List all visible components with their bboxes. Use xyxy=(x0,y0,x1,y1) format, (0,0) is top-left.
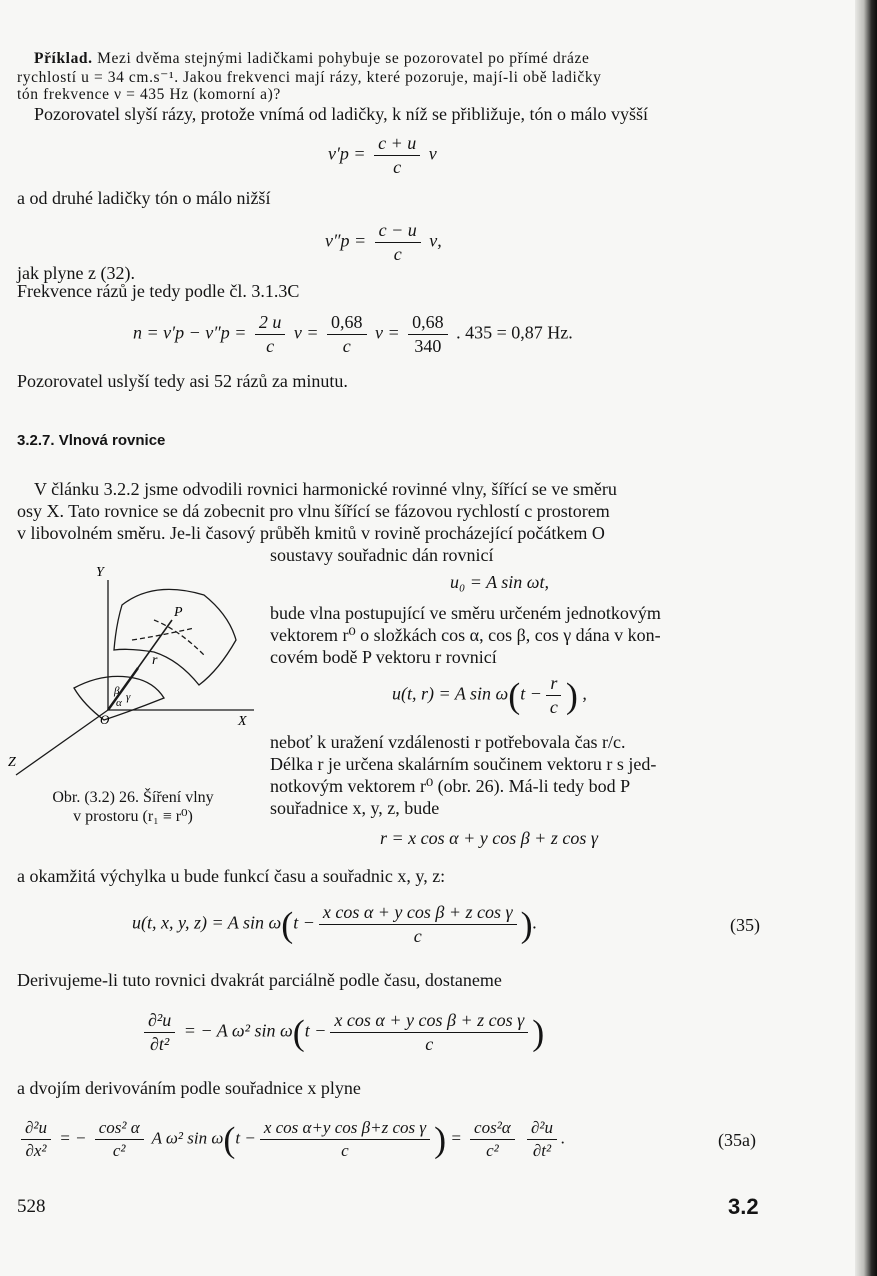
equation-nu-prime xyxy=(328,133,437,178)
eqt-den: ∂t² xyxy=(150,1034,170,1054)
eq3-f2-num: 0,68 xyxy=(327,312,367,335)
eq-utr-lhs: u(t, r) = A sin ω xyxy=(392,683,509,704)
eqt-t: t − xyxy=(304,1020,327,1041)
eqt-fraction xyxy=(330,1010,528,1055)
eq3-f3-den: 340 xyxy=(414,336,442,356)
eq1-den: c xyxy=(393,157,402,177)
para1-line-1: V článku 3.2.2 jsme odvodili rovnici harmonické rovinné vlny, šířící se ve směru xyxy=(34,479,617,499)
eqx-r1-fraction xyxy=(470,1118,515,1161)
eqt-left-paren: ( xyxy=(292,1012,305,1053)
answer-line-2: a od druhé ladičky tón o málo nižší xyxy=(17,188,271,208)
eqx-fraction xyxy=(260,1118,430,1161)
eqt-num: ∂²u xyxy=(144,1010,175,1033)
caption-line-1: Obr. (3.2) 26. Šíření vlny xyxy=(52,789,214,806)
eq35-lhs: u(t, x, y, z) = A sin ω xyxy=(132,912,282,933)
example-text-1: Mezi dvěma stejnými ladičkami pohybuje se pozorovatel po přímé dráze xyxy=(97,50,590,67)
label-p: P xyxy=(174,605,183,620)
equation-number-35: (35) xyxy=(730,915,760,935)
eq1-rhs: ν xyxy=(428,143,437,164)
para1-line-2: osy X. Tato rovnice se dá zobecnit pro vlnu šířící se fázovou rychlostí c prostorem xyxy=(17,501,610,521)
wave-propagation-figure xyxy=(4,560,266,785)
eqx-den: ∂x² xyxy=(25,1141,47,1160)
eqx-eq: = − xyxy=(59,1128,87,1148)
right-paren: ) xyxy=(565,675,578,716)
eq1-fraction xyxy=(374,133,420,178)
eqx-num: ∂²u xyxy=(21,1118,51,1140)
para1-line-3: v libovolném směru. Je-li časový průběh kmitů v rovině procházející počátkem O xyxy=(17,523,605,543)
eqx-mid: A ω² sin ω xyxy=(151,1128,224,1148)
left-paren: ( xyxy=(508,675,521,716)
equation-u-t-r xyxy=(392,673,587,718)
equation-35a xyxy=(17,1118,565,1161)
answer-line-4: Frekvence rázů je tedy podle čl. 3.1.3C xyxy=(17,281,300,301)
equation-nu-double-prime xyxy=(325,220,442,265)
eq35-t: t − xyxy=(293,912,315,933)
answer-line-1: Pozorovatel slyší rázy, protože vnímá od ladičky, k níž se přibližuje, tón o málo vyšší xyxy=(34,104,649,124)
eq35-right-paren: ) xyxy=(520,904,533,945)
eq3-fraction-1 xyxy=(255,312,286,357)
eq-utr-end: , xyxy=(582,683,587,704)
eq2-den: c xyxy=(393,244,402,264)
eq35-end: . xyxy=(532,912,538,933)
equation-35 xyxy=(132,902,537,947)
book-spine-shadow xyxy=(855,0,877,1276)
eq3-f1-num: 2 u xyxy=(255,312,286,335)
label-r: r xyxy=(152,653,158,668)
eqt-fnum: x cos α + y cos β + z cos γ xyxy=(330,1010,528,1033)
eq35-fraction xyxy=(319,902,517,947)
para1-line-4: soustavy souřadnic dán rovnicí xyxy=(270,545,494,565)
eq2-fraction xyxy=(375,220,421,265)
para5: Derivujeme-li tuto rovnici dvakrát parciálně podle času, dostaneme xyxy=(17,970,502,990)
eqx-right-paren: ) xyxy=(434,1119,447,1160)
eq3-fraction-2 xyxy=(327,312,367,357)
eq2-rhs: ν, xyxy=(429,230,442,251)
para2-line-2: vektorem r⁰ o složkách cos α, cos β, cos γ dána v kon- xyxy=(270,625,661,645)
eq-utr-fraction xyxy=(546,673,562,718)
figure-caption xyxy=(18,788,248,826)
wavefront-surface-p xyxy=(114,589,236,685)
eq3-fraction-3 xyxy=(408,312,448,357)
page-number: 528 xyxy=(17,1196,46,1217)
eqx-r1-num: cos²α xyxy=(470,1118,515,1140)
section-heading: 3.2.7. Vlnová rovnice xyxy=(17,432,166,449)
label-z: Z xyxy=(8,755,16,770)
eq2-num: c − u xyxy=(375,220,421,243)
eq-utr-num: r xyxy=(546,673,561,696)
para3-line-1: neboť k uražení vzdálenosti r potřebovala čas r/c. xyxy=(270,732,626,752)
eqx-cos-fraction xyxy=(95,1118,144,1161)
chapter-number: 3.2 xyxy=(728,1194,759,1219)
eq35-num: x cos α + y cos β + z cos γ xyxy=(319,902,517,925)
eq1-lhs: ν′p = xyxy=(328,143,366,164)
dashed-line-1 xyxy=(154,620,204,655)
eq3-f2-den: c xyxy=(342,336,351,356)
answer-line-3: jak plyne z (32). xyxy=(17,263,135,283)
eqx-fnum: x cos α+y cos β+z cos γ xyxy=(260,1118,430,1140)
eqx-end: . xyxy=(560,1128,566,1148)
eqx-r2-num: ∂²u xyxy=(527,1118,557,1140)
eq35-den: c xyxy=(413,926,422,946)
equation-r: r = x cos α + y cos β + z cos γ xyxy=(380,828,598,848)
eqx-r1-den: c² xyxy=(486,1141,499,1160)
eq3-lhs: n = ν′p − ν″p = xyxy=(133,322,247,343)
para3-line-2: Délka r je určena skalárním součinem vektoru r s jed- xyxy=(270,754,657,774)
example-line-3: tón frekvence ν = 435 Hz (komorní a)? xyxy=(17,86,281,103)
caption-line-2: v prostoru (r₁ ≡ r⁰) xyxy=(73,808,193,825)
example-label: Příklad. xyxy=(34,50,93,67)
label-o: O xyxy=(100,712,110,727)
label-y: Y xyxy=(96,565,104,580)
eqx-eq2: = xyxy=(450,1128,462,1148)
para3-line-3: notkovým vektorem r⁰ (obr. 26). Má-li tedy bod P xyxy=(270,776,631,796)
eqx-left-paren: ( xyxy=(223,1119,236,1160)
eq3-f3-num: 0,68 xyxy=(408,312,448,335)
eqt-fden: c xyxy=(425,1034,434,1054)
eq35-left-paren: ( xyxy=(281,904,294,945)
answer-line-5: Pozorovatel uslyší tedy asi 52 rázů za minutu. xyxy=(17,371,348,391)
para2-line-1: bude vlna postupující ve směru určeném jednotkovým xyxy=(270,603,661,623)
eqx-c-num: cos² α xyxy=(95,1118,144,1140)
para4: a okamžitá výchylka u bude funkcí času a souřadnic x, y, z: xyxy=(17,866,446,886)
equation-u0: u₀ = A sin ωt, xyxy=(450,572,549,592)
eq3-tail: . 435 = 0,87 Hz. xyxy=(456,322,573,343)
eq3-mid-2: ν = xyxy=(375,322,400,343)
para2-line-3: covém bodě P vektoru r rovnicí xyxy=(270,647,497,667)
eqx-t: t − xyxy=(235,1128,256,1148)
example-line-2: rychlostí u = 34 cm.s⁻¹. Jakou frekvenci mají rázy, které pozoruje, mají-li obě ladičky xyxy=(17,69,602,86)
equation-beat-frequency xyxy=(133,312,573,357)
eqt-right-paren: ) xyxy=(532,1012,545,1053)
eqx-lhs-fraction xyxy=(21,1118,51,1161)
eq3-f1-den: c xyxy=(266,336,275,356)
label-gamma: γ xyxy=(126,691,131,703)
eq1-num: c + u xyxy=(374,133,420,156)
vector-r0 xyxy=(108,668,138,710)
eq-utr-den: c xyxy=(549,697,558,717)
equation-time-derivative xyxy=(140,1010,544,1055)
label-alpha: α xyxy=(116,697,122,709)
eq-utr-t: t − xyxy=(520,683,542,704)
label-x: X xyxy=(238,714,247,729)
eq2-lhs: ν″p = xyxy=(325,230,367,251)
eqx-r2-fraction xyxy=(527,1118,557,1161)
example-line-1 xyxy=(34,50,589,67)
eqt-mid: = − A ω² sin ω xyxy=(183,1020,293,1041)
eqx-c-den: c² xyxy=(112,1141,126,1160)
para3-line-4: souřadnice x, y, z, bude xyxy=(270,798,440,818)
para6: a dvojím derivováním podle souřadnice x plyne xyxy=(17,1078,361,1098)
eqx-fden: c xyxy=(341,1141,349,1160)
z-axis xyxy=(16,710,108,775)
label-beta: β xyxy=(114,685,120,697)
eq3-mid-1: ν = xyxy=(293,322,319,343)
eqt-lhs-fraction xyxy=(144,1010,175,1055)
eqx-r2-den: ∂t² xyxy=(532,1141,552,1160)
equation-number-35a: (35a) xyxy=(718,1130,756,1150)
